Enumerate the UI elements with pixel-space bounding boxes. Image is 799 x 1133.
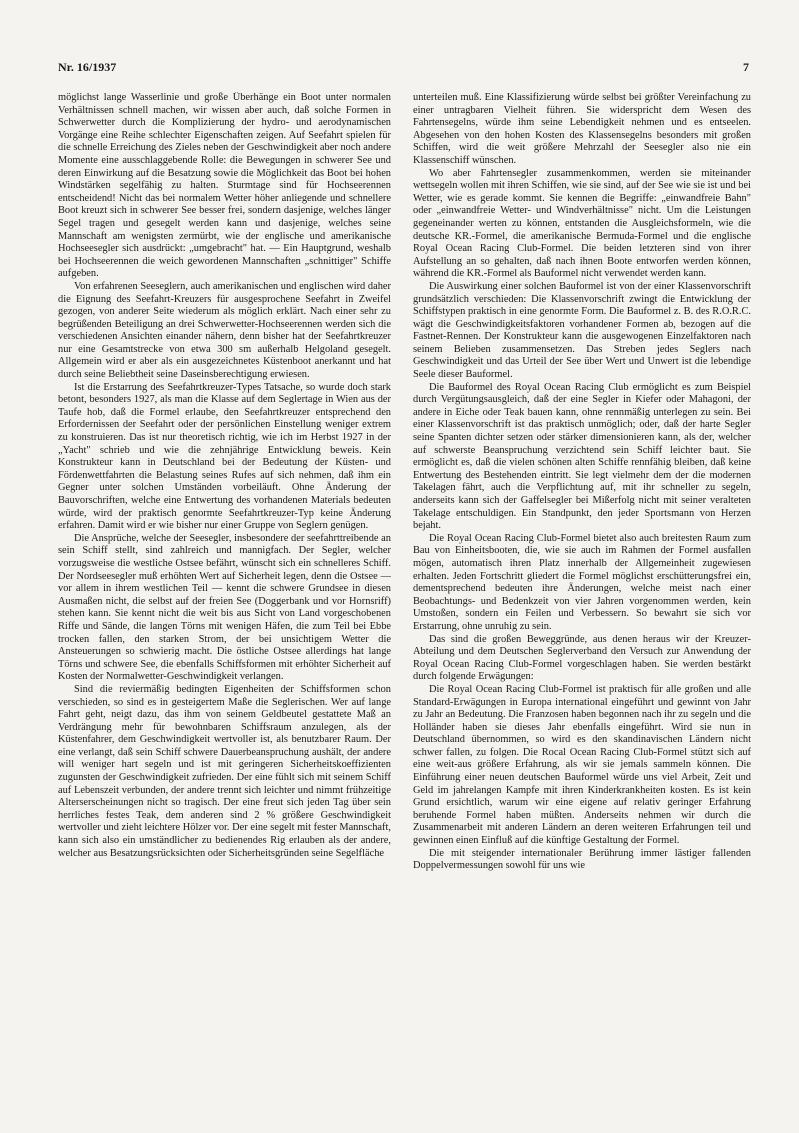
paragraph: Sind die reviermäßig bedingten Eigenheiten der Schiffsformen schon verschieden, so sind es in gesteigertem Maße die Seglerischen. Wer auf lange Fahrt geht, neigt dazu, das ihm von seinem Geldbeutel gestattete Maß an Verdrängung mehr für bewohnbaren Schiffsraum anzulegen, als der Küstenfahrer, dem Geschwindigkeit wertvoller ist, als benutzbarer Raum. Der eine verlangt, daß sein Schiff schwere Dauerbeanspruchung aushält, der andere will weniger hart segeln und ist mit geringeren Sicherheitskoeffizienten zugunsten der Geschwindigkeit zufrieden. Der eine fühlt sich mit seinem Schiff auf Lebenszeit verbunden, der andere trennt sich leichter und nimmt frühzeitige Alterserscheinungen nicht so tragisch. Der eine freut sich jeden Tag über sein herrliches festes Teak, dem anderen sind 2 % größere Geschwindigkeit wertvoller und zieht leichtere Hölzer vor. Der eine segelt mit fester Mannschaft, kann sich also ein umständlicher zu bedienendes Rig erlauben als der andere, welcher aus Besatzungsrücksichten oder Sicherheitsgründen seine Segelfläche — [58, 683, 391, 859]
paragraph: Die mit steigender internationaler Berührung immer lästiger fallenden Doppelvermessungen sowohl für uns wie — [413, 847, 751, 872]
paragraph: Ist die Erstarrung des Seefahrtkreuzer-Types Tatsache, so wurde doch stark betont, besonders 1927, als man die Klasse auf dem Seglertage in Wien aus der Taufe hob, daß die Formel erlaube, den Seefahrtkreuzer entsprechend den Erfordernissen der Seefahrt oder der persönlichen Einstellung weniger extrem zu konstruieren. Das ist nur theoretisch richtig, wie ich im Herbst 1927 in der „Yacht" schrieb und wie die zehnjährige Entwicklung beweis. Kein Konstrukteur kann in Deutschland bei der Bedeutung der Küsten- und Fördenwettfahrten die Belastung seines Rufes auf sich nehmen, daß ihm ein Gegner unter solchen Umständen vorbeiläuft. Ohne Änderung der Bauvorschriften, welche eine Entwertung des vorhandenen Materials bedeuten würde, wird der praktisch genormte Seefahrtkreuzer-Typ keine Änderung erfahren. Damit wird er wie bisher nur einer Gruppe von Seglern genügen. — [58, 381, 391, 532]
paragraph: Das sind die großen Beweggründe, aus denen heraus wir der Kreuzer-Abteilung und dem Deutschen Seglerverband den Versuch zur Anwendung der Royal Ocean Racing Club-Formel vorgeschlagen haben. Sie werden bestärkt durch folgende Erwägungen: — [413, 633, 751, 683]
paragraph: unterteilen muß. Eine Klassifizierung würde selbst bei größter Vereinfachung zu einer untragbaren Vielheit führen. Sie widerspricht dem Wesen des Fahrtensegelns, würde ihm seine Lebendigkeit nehmen und es entseelen. Abgesehen von den hohen Kosten des Klassensegelns besonders mit großen Schiffen, wird die weit größere Mehrzahl der Seesegler also nie ein Klassenschiff wünschen. — [413, 92, 751, 166]
paragraph: möglichst lange Wasserlinie und große Überhänge ein Boot unter normalen Verhältnissen schnell machen, wir wissen aber auch, daß solche Formen in Schwerwetter durch die Komplizierung der hydro- und aerodynamischen Vorgänge eine Reihe schlechter Eigenschaften zeigen. Auf Seefahrt spielen für die schnelle Erreichung des Zieles neben der Geschwindigkeit aber noch andere Momente eine ausschlaggebende Rolle: die Bewegungen in schwerer See und deren Einwirkung auf die Besatzung sowie die Möglichkeit das Boot bei hohen Windstärken segelfähig zu halten. Sturmtage sind für Hochseerennen entscheidend! Nicht das bei normalem Wetter höher anliegende und schnellere Boot kreuzt sich in schwerer See besser frei, sondern dasjenige, welches länger Segel tragen und gesegelt werden kann und dasjenige, welches seine Mannschaft am wenigsten zermürbt, wie der englische und amerikanische Hochseesegler sich ausdrückt: „umgebracht" hat. — Ein Hauptgrund, weshalb bei Hochseerennen die weich gewordenen Mannschaften „schnittiger" Schiffe aufgeben. — [58, 92, 391, 280]
paragraph: Die Bauformel des Royal Ocean Racing Club ermöglicht es zum Beispiel durch Vergütungsausgleich, daß der eine Segler in Kiefer oder Mahagoni, der andere in Eiche oder Teak bauen kann, ohne rennmäßig unterlegen zu sein. Bei einer Klassenvorschrift ist das praktisch unmöglich; oder, daß der harte Segler seine Spanten dichter setzen oder stärker dimensionieren kann, als der, welcher auf schwerste Beanspruchung verzichtend sein Schiff leichter baut. Sie ermöglicht es, daß die vielen schönen alten Schiffe rennfähig bleiben, daß keine Entwertung des Bestehenden eintritt. Sie legt vielmehr dem der die modernen Takelagen fährt, auch die Verpflichtung auf, mit ihr schneller zu segeln, anderseits kann sich der Gaffelsegler bei Mißerfolg nicht mit seiner veralteten Takelage entschuldigen. Ein Standpunkt, den jeder Sportsmann von Herzen bejaht. — [413, 381, 751, 532]
paragraph: Von erfahrenen Seeseglern, auch amerikanischen und englischen wird daher die Eignung des Seefahrt-Kreuzers für ausgesprochene Seefahrt in Zweifel gezogen, von anderer Seite wiederum als möglich erklärt. Nach einer sehr zu begrüßenden Beteiligung an drei Schwerwetter-Hochseerennen werden sich die verschiedenen Ansichten einander nähern, denn bisher hat der Seefahrtkreuzer nur eine Gesamtstrecke von etwa 300 sm außerhalb Helgoland gesegelt. Allgemein wird er aber als ein ausgezeichnetes Küstenboot anerkannt und hat durch seine Beliebtheit seine Daseinsberechtigung erwiesen. — [58, 280, 391, 381]
paragraph: Die Royal Ocean Racing Club-Formel bietet also auch breitesten Raum zum Bau von Einheitsbooten, die, wie sie auch im Rahmen der Formel ausfallen mögen, automatisch ihren Platz innerhalb der Allgemeinheit zugewiesen erhalten. Jeden Fortschritt gliedert die Formel möglichst erschütterungsfrei ein, dementsprechend bedeuten ihre Änderungen, welche meist nach einer Beobachtungs- und Bedenkzeit von vier Jahren vorgenommen werden, kein Umstoßen, sondern ein Feilen und Verbessern. So bewahrt sie sich vor Erstarrung, ohne unruhig zu sein. — [413, 532, 751, 632]
paragraph: Wo aber Fahrtensegler zusammenkommen, werden sie miteinander wettsegeln wollen mit ihren Schiffen, wie sie sind, auf der See wie sie ist und bei Wetter, wie es gerade kommt. Sie kennen die Begriffe: „einwandfreie Bahn" oder „einwandfreie Wetter- und Windverhältnisse" nicht. Um die Leistungen gegeneinander werten zu können, entstanden die Ausgleichsformeln, wie die deutsche KR.-Formel, die amerikanische Bermuda-Formel und die englische Royal Ocean Racing Club-Formel. Die beiden letzteren sind von ihrer Aufstellung an so gehalten, daß nach ihnen Boote entworfen werden können, während die KR.-Formel als Bauformel nicht verwendet werden kann. — [413, 167, 751, 280]
left-column — [58, 92, 391, 1112]
paragraph: Die Auswirkung einer solchen Bauformel ist von der einer Klassenvorschrift grundsätzlich verschieden: Die Klassenvorschrift zwingt die Entwicklung der Schiffstypen praktisch in eine genormte Form. Die Bauformel z. B. des R.O.R.C. wägt die Geschwindigkeitsfaktoren vorhandener Formen ab, bezogen auf die Fastnet-Rennen. Der Konstrukteur kann die ausgewogenen Einzelfaktoren nach seinem Belieben zusammensetzen. Das Streben jedes Seglers nach Geschwindigkeit und das Urteil der See über Wert und Unwert ist die lebendige Seele dieser Bauformel. — [413, 280, 751, 381]
right-column — [413, 92, 751, 1112]
paragraph: Die Royal Ocean Racing Club-Formel ist praktisch für alle großen und alle Standard-Erwägungen in Europa international eingeführt und gewinnt von Jahr zu Jahr an Bedeutung. Die Franzosen haben begonnen nach ihr zu segeln und die Holländer haben sie dieses Jahr ebenfalls eingeführt. Wird sie nun in Deutschland übernommen, so wird es den skandinavischen Ländern nicht schwer fallen, zu folgen. Die Rocal Ocean Racing Club-Formel stützt sich auf eine weit-aus größere Erfahrung, als wir sie jemals sammeln können. Die Einführung einer neuen deutschen Bauformel würde uns viel Arbeit, Zeit und Geld im jahrelangen Kampfe mit ihren Kinderkrankheiten kosten. Es ist kein Grund ersichtlich, warum wir eine eigene auf relativ geringer Erfahrung beruhende Formel haben müßten. Anderseits nehmen wir durch die Zusammenarbeit mit anderen Ländern an deren weiteren Erfahrungen teil und gewinnen einen Einfluß auf die künftige Gestaltung der Formel. — [413, 683, 751, 847]
issue-number: Nr. 16/1937 — [58, 60, 117, 74]
page-number: 7 — [743, 60, 749, 74]
paragraph: Die Ansprüche, welche der Seesegler, insbesondere der seefahrttreibende an sein Schiff stellt, sind zahlreich und mannigfach. Der Segler, welcher vorzugsweise die westliche Ostsee befährt, wünscht sich ein schnelleres Schiff. Der Nordseesegler muß erhöhten Wert auf Sicherheit legen, denn die Ostsee — vor allem in ihrem westlichen Teil — kennt die schwere Grundsee in diesen Ausmaßen nicht, die selbst auf der freien See (Doggerbank und vor Hornsriff) stehen kann. Sie kennt nicht die weit bis aus Sicht von Land vorgeschobenen Riffe und Sände, die langen Törns mit wenigen Häfen, die zum Teil bei Ebbe trocken fallen, den starken Strom, der bei unsichtigem Wetter die Ansteuerungen so schwierig macht. Die östliche Ostsee allerdings hat lange Törns und schwere See, die ebenfalls Schiffsformen mit erhöhter Sicherheit auf Kosten der Normalwetter-Geschwindigkeit verlangen. — [58, 532, 391, 683]
